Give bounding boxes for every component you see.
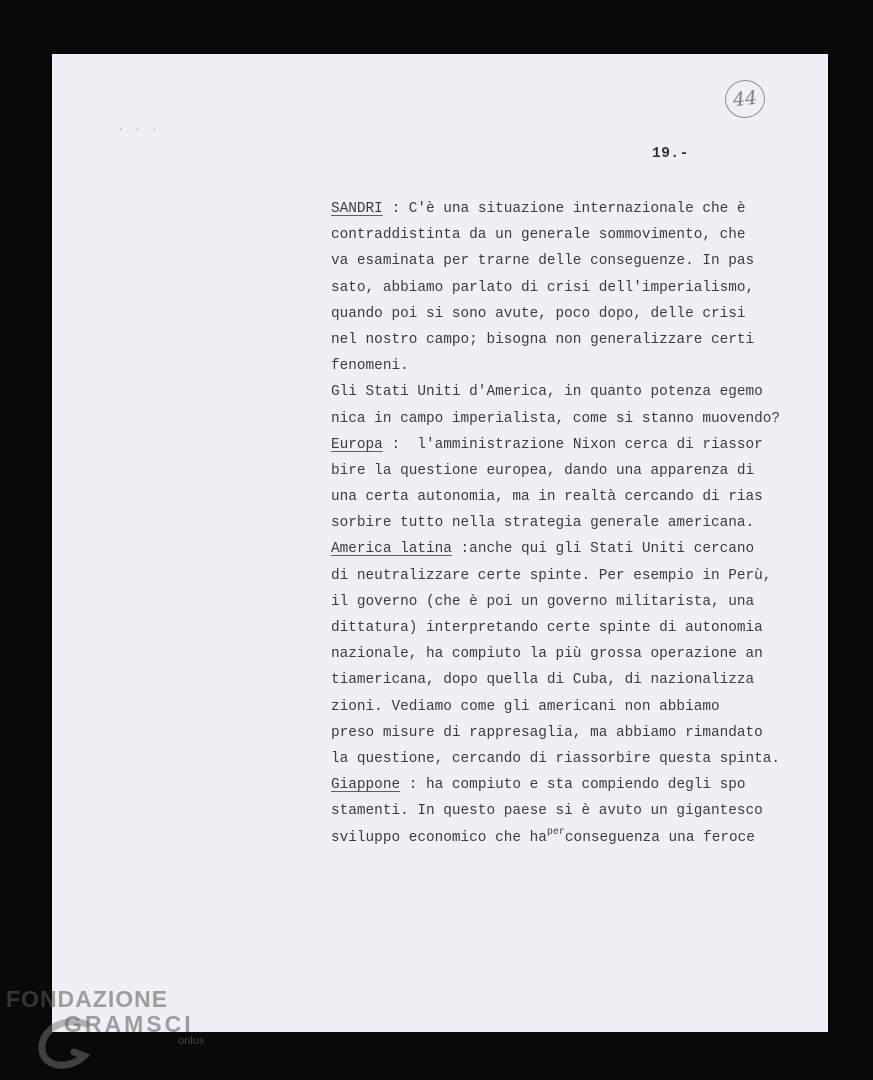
section-heading: Europa <box>331 436 383 453</box>
text-run: nel nostro campo; bisogna non generalizzare certi <box>331 331 755 348</box>
text-line <box>331 222 801 248</box>
text-line <box>331 615 801 641</box>
text-line <box>331 327 801 353</box>
text-run: stamenti. In questo paese si è avuto un gigantesco <box>331 803 763 820</box>
text-run: dittatura) interpretando certe spinte di autonomia <box>331 620 763 636</box>
text-line <box>331 589 801 615</box>
text-line <box>331 248 801 274</box>
text-line <box>331 536 801 562</box>
text-run: preso misure di rappresaglia, ma abbiamo rimandato <box>331 724 763 741</box>
text-run: quando poi si sono avute, poco dopo, delle crisi <box>331 305 746 322</box>
text-run: Gli Stati Uniti d'America, in quanto potenza egemo <box>331 384 763 401</box>
text-run: conseguenza una feroce <box>564 829 755 846</box>
text-line <box>331 746 801 772</box>
section-heading: Giappone <box>331 777 401 794</box>
text-line <box>331 825 801 851</box>
text-run: :anche qui gli Stati Uniti cercano <box>451 541 755 558</box>
text-line <box>331 353 801 379</box>
watermark-line2: GRAMSCI <box>64 1011 194 1037</box>
text-run: : ha compiuto e sta compiendo degli spo <box>400 777 746 794</box>
text-run: sorbire tutto nella strategia generale americana. <box>331 515 755 532</box>
text-run: : l'amministrazione Nixon cerca di riassor <box>382 436 763 453</box>
text-run: sviluppo economico che ha <box>331 829 547 846</box>
section-heading: America latina <box>331 541 452 558</box>
text-line <box>331 720 801 746</box>
text-run: nica in campo imperialista, come si stanno muovendo? <box>331 410 781 427</box>
text-run: contraddistinta da un generale sommovimento, che <box>331 227 746 244</box>
text-line <box>331 196 801 222</box>
text-line <box>331 406 801 432</box>
watermark-line1: FONDAZIONE <box>6 986 169 1012</box>
text-run: bire la questione europea, dando una apparenza di <box>331 462 755 479</box>
text-run: una certa autonomia, ma in realtà cercando di rias <box>331 489 763 506</box>
text-run: di neutralizzare certe spinte. Per esempio in Perù, <box>331 567 772 584</box>
text-line <box>331 667 801 693</box>
text-line <box>331 432 801 458</box>
text-line <box>331 694 801 720</box>
handwritten-insertion: per <box>546 826 565 838</box>
fondazione-gramsci-watermark <box>6 986 204 1047</box>
typed-text-body <box>331 196 801 851</box>
text-run: : C'è una situazione internazionale che è <box>382 201 746 217</box>
text-line <box>331 510 801 536</box>
text-line <box>331 641 801 667</box>
text-line <box>331 563 801 589</box>
text-run: sato, abbiamo parlato di crisi dell'imperialismo, <box>331 279 755 296</box>
text-line <box>331 772 801 798</box>
text-run: tiamericana, dopo quella di Cuba, di nazionalizza <box>331 672 755 689</box>
text-line <box>331 301 801 327</box>
text-run: il governo (che è poi un governo militarista, una <box>331 593 755 610</box>
text-line <box>331 798 801 824</box>
text-run: la questione, cercando di riassorbire questa spinta. <box>331 750 781 767</box>
stray-marks: · · · <box>118 125 161 135</box>
watermark-line3: onlus <box>178 1035 205 1047</box>
text-run: fenomeni. <box>331 358 409 375</box>
text-line <box>331 379 801 405</box>
text-run: zioni. Vediamo come gli americani non abbiamo <box>331 698 720 715</box>
text-line <box>331 458 801 484</box>
page-number: 19.- <box>652 146 689 162</box>
section-heading: SANDRI <box>331 201 383 217</box>
text-line <box>331 484 801 510</box>
archive-stamp: 44 <box>723 78 767 120</box>
text-run: va esaminata per trarne delle conseguenze. In pas <box>331 253 755 270</box>
text-line <box>331 275 801 301</box>
text-run: nazionale, ha compiuto la più grossa operazione an <box>331 646 763 663</box>
